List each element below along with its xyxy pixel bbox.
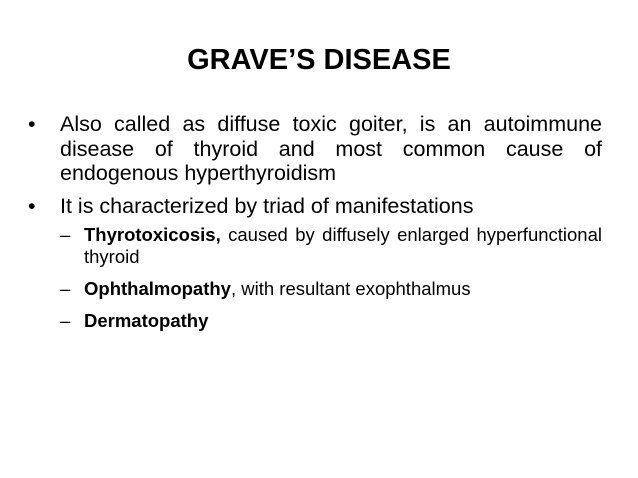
sub-item bbox=[60, 224, 602, 268]
bullet-item bbox=[28, 194, 602, 219]
bullet-marker: • bbox=[28, 193, 36, 218]
sub-text: , with resultant exophthalmus bbox=[230, 278, 471, 299]
sub-item bbox=[60, 310, 602, 332]
sub-item bbox=[60, 278, 602, 300]
bullet-text: Also called as diffuse toxic goiter, is an autoimmune disease of thyroid and most common cause of endogenous hyperthyroidism bbox=[60, 112, 602, 185]
bullet-item bbox=[28, 112, 602, 186]
slide-content bbox=[28, 112, 602, 342]
sub-marker: – bbox=[60, 224, 71, 245]
sub-list bbox=[28, 224, 602, 332]
slide-title: GRAVE’S DISEASE bbox=[187, 44, 451, 76]
sub-term: Dermatopathy bbox=[84, 310, 209, 331]
bullet-text: It is characterized by triad of manifestations bbox=[60, 193, 474, 218]
sub-term: Thyrotoxicosis, bbox=[84, 224, 221, 245]
sub-term: Ophthalmopathy bbox=[84, 278, 231, 299]
sub-marker: – bbox=[60, 310, 71, 331]
sub-marker: – bbox=[60, 278, 71, 299]
bullet-marker: • bbox=[28, 112, 36, 136]
sub-text: caused by diffusely enlarged hyperfunctional thyroid bbox=[84, 224, 602, 267]
